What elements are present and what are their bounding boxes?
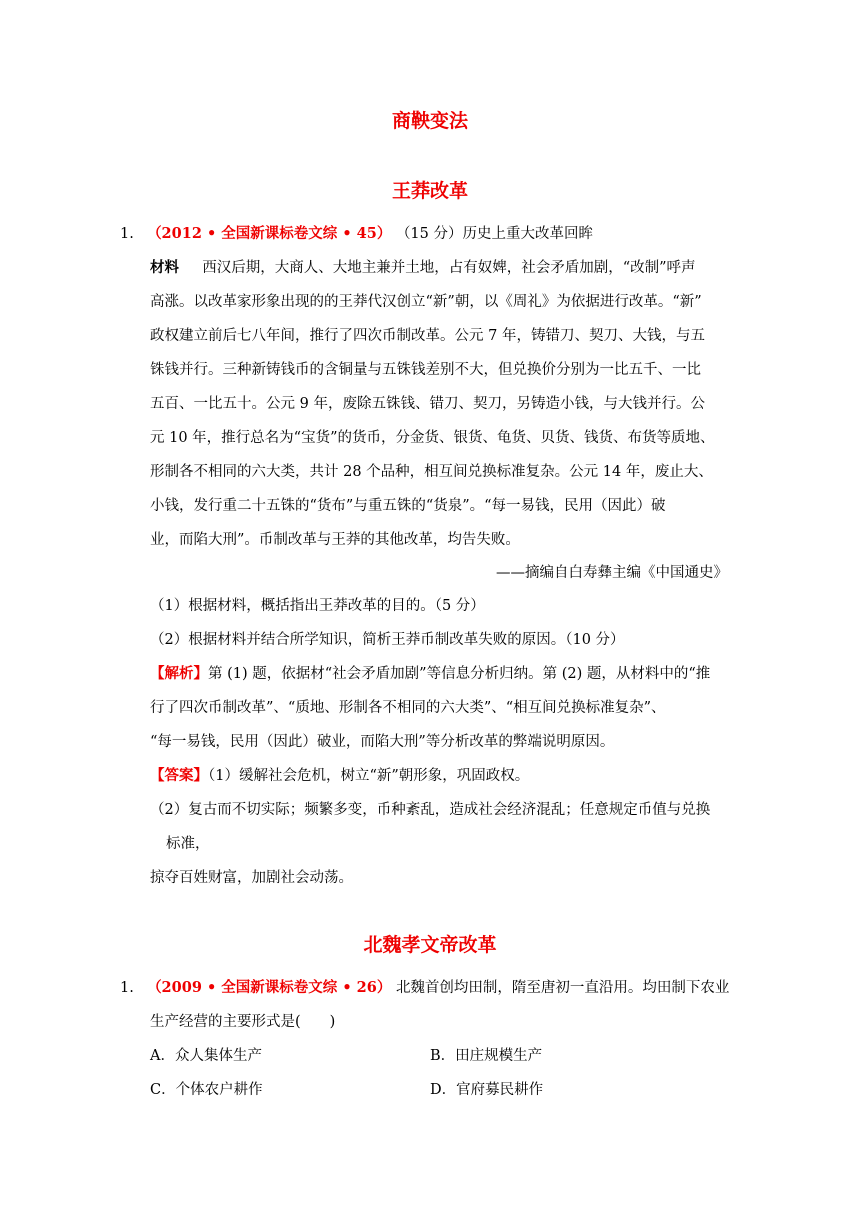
answer-line: 标准， [166, 836, 210, 852]
material-label: 材料 [150, 259, 179, 276]
answer-line: 掠夺百姓财富，加剧社会动荡。 [150, 870, 353, 886]
option-b: B．田庄规模生产 [430, 1048, 543, 1064]
analysis-label: 【解析】 [150, 665, 208, 682]
option-a: A．众人集体生产 [150, 1048, 262, 1064]
sub-question-2: （2）根据材料并结合所学知识，简析王莽币制改革失败的原因。（10 分） [150, 632, 625, 648]
question-stem-line: 生产经营的主要形式是( ) [150, 1014, 336, 1030]
citation: ——摘编自白寿彝主编《中国通史》 [496, 565, 728, 581]
question-number: 1. [120, 226, 134, 242]
material-line: 小钱，发行重二十五铢的“货布”与重五铢的“货泉”。“每一易钱，民用（因此）破 [150, 498, 666, 514]
question-1-header [120, 222, 593, 243]
question-source: （2009 • 全国新课标卷文综 • 26） [147, 979, 392, 996]
analysis-line: “每一易钱，民用（因此）破业，而陷大刑”等分析改革的弊端说明原因。 [150, 734, 615, 750]
material-line: 五百、一比五十。公元 9 年，废除五铢钱、错刀、契刀，另铸造小钱，与大钱并行。公 [150, 396, 705, 412]
material-line: 元 10 年，推行总名为“宝货”的货币，分金货、银货、龟货、贝货、钱货、布货等质地、 [150, 430, 715, 446]
question-number: 1. [120, 980, 134, 996]
material-line: 材料 西汉后期，大商人、大地主兼并土地，占有奴婢，社会矛盾加剧，“改制”呼声 [150, 259, 696, 276]
analysis-line: 行了四次币制改革”、“质地、形制各不相同的六大类”、“相互间兑换标准复杂”、 [150, 700, 666, 716]
section-title-xiaowen: 北魏孝文帝改革 [363, 934, 497, 956]
material-line: 高涨。以改革家形象出现的的王莽代汉创立“新”朝，以《周礼》为依据进行改革。“新” [150, 294, 702, 310]
answer-line: （2）复古而不切实际；频繁多变，币种紊乱，造成社会经济混乱；任意规定币值与兑换 [150, 802, 711, 818]
question-stem: 北魏首创均田制，隋至唐初一直沿用。均田制下农业 [395, 980, 730, 996]
material-line: 铢钱并行。三种新铸钱币的含铜量与五铢钱差别不大，但兑换价分别为一比五千、一比 [150, 362, 701, 378]
question-2-header [120, 976, 729, 997]
option-c: C．个体农户耕作 [150, 1082, 263, 1098]
sub-question-1: （1）根据材料，概括指出王莽改革的目的。（5 分） [150, 598, 485, 614]
analysis-line: 【解析】第 (1) 题，依据材“社会矛盾加剧”等信息分析归纳。第 (2) 题，从材料中的“推 [150, 665, 711, 682]
answer-label: 【答案】 [150, 767, 208, 784]
material-line: 政权建立前后七八年间，推行了四次币制改革。公元 7 年，铸错刀、契刀、大钱，与五 [150, 328, 705, 344]
option-d: D．官府募民耕作 [430, 1082, 544, 1098]
material-line: 业，而陷大刑”。币制改革与王莽的其他改革，均告失败。 [150, 532, 520, 548]
answer-line: 【答案】（1）缓解社会危机，树立“新”朝形象，巩固政权。 [150, 767, 530, 784]
section-title-shang-yang: 商鞅变法 [391, 110, 468, 132]
material-line: 形制各不相同的六大类，共计 28 个品种，相互间兑换标准复杂。公元 14 年，废止大、 [150, 464, 713, 480]
question-score-topic: （15 分）历史上重大改革回眸 [395, 226, 593, 242]
section-title-wang-mang: 王莽改革 [391, 180, 468, 202]
question-source: （2012 • 全国新课标卷文综 • 45） [147, 225, 392, 242]
